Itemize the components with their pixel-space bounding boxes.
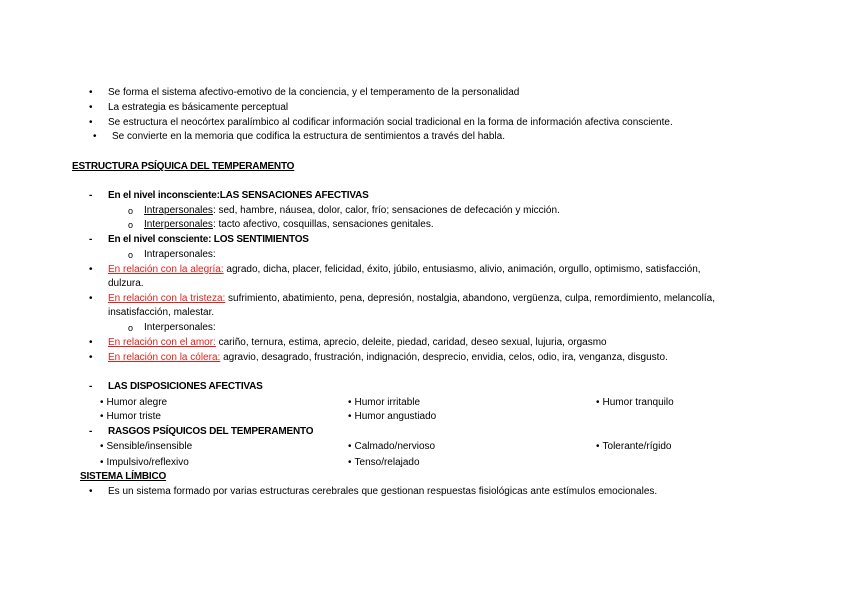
- alegria-text-cont: dulzura.: [108, 278, 144, 289]
- intro-bullet: • Se forma el sistema afectivo-emotivo de la conciencia, y el temperamento de la personalidad: [108, 86, 519, 100]
- colera-label: En relación con la cólera:: [108, 352, 221, 363]
- alegria-label: En relación con la alegría:: [108, 264, 224, 275]
- disposicion-item: • Humor tranquilo: [596, 396, 674, 410]
- limbico-heading: SISTEMA LÍMBICO: [80, 471, 167, 482]
- amor-item: [108, 336, 607, 350]
- rasgo-item: • Sensible/insensible: [100, 440, 192, 454]
- section-heading-estructura: ESTRUCTURA PSÍQUICA DEL TEMPERAMENTO: [72, 161, 295, 172]
- intro-bullet: • La estrategia es básicamente perceptual: [108, 101, 288, 115]
- rasgos-title: - RASGOS PSÍQUICOS DEL TEMPERAMENTO: [108, 425, 313, 439]
- intrapersonales-item: [144, 204, 560, 218]
- tristeza-item: [108, 292, 715, 306]
- intrapersonales-label: Intrapersonales: [144, 205, 213, 216]
- disposicion-item: • Humor irritable: [348, 396, 420, 410]
- amor-text: cariño, ternura, estima, aprecio, deleite, piedad, caridad, deseo sexual, lujuria, orgasmo: [215, 337, 607, 348]
- limbico-bullet: • Es un sistema formado por varias estructuras cerebrales que gestionan respuestas fisiológicas ante estímulos emocionales.: [108, 485, 657, 499]
- disposicion-item: • Humor alegre: [100, 396, 167, 410]
- interpersonales-label: Interpersonales: [144, 219, 213, 230]
- inconsciente-title: - En el nivel inconsciente:LAS SENSACIONES AFECTIVAS: [108, 189, 369, 203]
- rasgo-item: • Impulsivo/reflexivo: [100, 456, 189, 470]
- interpersonales-text: : tacto afectivo, cosquillas, sensaciones genitales.: [212, 219, 434, 230]
- rasgo-item: • Calmado/nervioso: [348, 440, 435, 454]
- intrapersonales-text: : sed, hambre, náusea, dolor, calor, frío; sensaciones de defecación y micción.: [212, 205, 560, 216]
- tristeza-text-cont: insatisfacción, malestar.: [108, 307, 215, 318]
- disposicion-item: • Humor angustiado: [348, 410, 436, 424]
- consciente-title: - En el nivel consciente: LOS SENTIMIENTOS: [108, 233, 309, 247]
- tristeza-text: sufrimiento, abatimiento, pena, depresión, nostalgia, abandono, vergüenza, culpa, remordimiento, melancolía,: [225, 293, 716, 304]
- consciente-intra: o Intrapersonales:: [144, 248, 216, 262]
- intro-bullet: • Se convierte en la memoria que codifica la estructura de sentimientos a través del habla.: [112, 130, 505, 144]
- alegria-item: [108, 263, 701, 277]
- amor-label: En relación con el amor:: [108, 337, 216, 348]
- rasgo-item: • Tolerante/rígido: [596, 440, 671, 454]
- disposiciones-title: - LAS DISPOSICIONES AFECTIVAS: [108, 380, 263, 394]
- disposicion-item: • Humor triste: [100, 410, 161, 424]
- tristeza-label: En relación con la tristeza:: [108, 293, 226, 304]
- intro-bullet: • Se estructura el neocórtex paralímbico al codificar información social tradicional en la forma de información afectiva consciente.: [108, 116, 673, 130]
- consciente-inter: o Interpersonales:: [144, 321, 216, 335]
- rasgo-item: • Tenso/relajado: [348, 456, 420, 470]
- colera-text: agravio, desagrado, frustración, indignación, desprecio, envidia, celos, odio, ira, venganza, disgusto.: [220, 352, 668, 363]
- alegria-text: agrado, dicha, placer, felicidad, éxito, júbilo, entusiasmo, alivio, animación, orgullo, optimismo, satisfacción,: [223, 264, 701, 275]
- colera-item: [108, 351, 668, 365]
- interpersonales-item: [144, 218, 434, 232]
